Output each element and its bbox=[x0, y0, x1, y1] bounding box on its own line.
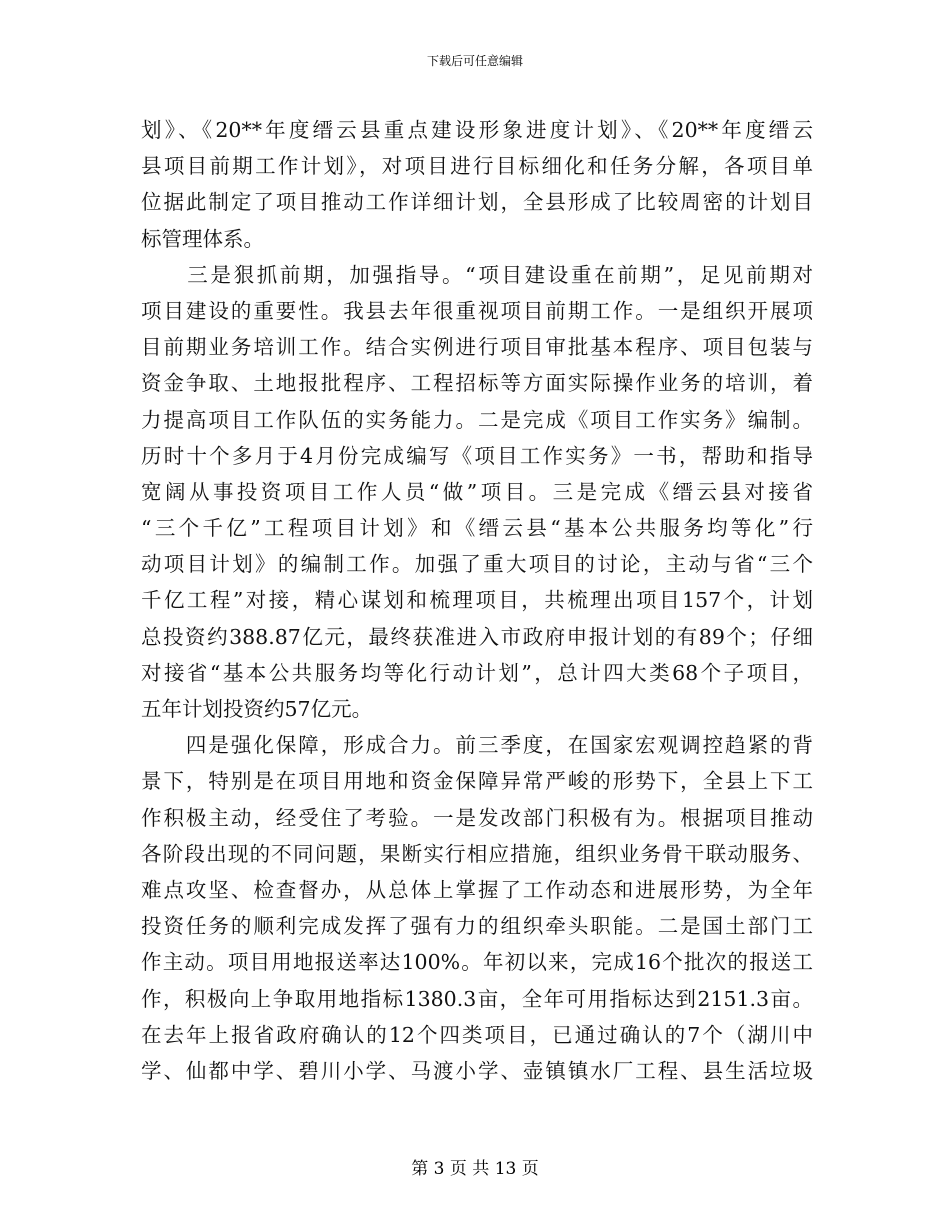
body-text bbox=[141, 112, 813, 1089]
text-line: 难点攻坚、检查督办，从总体上掌握了工作动态和进展形势，为全年 bbox=[141, 877, 813, 902]
text-line: 作，积极向上争取用地指标1380.3亩，全年可用指标达到2151.3亩。 bbox=[141, 986, 813, 1011]
text-line: 总投资约388.87亿元，最终获准进入市政府申报计划的有89个；仔细 bbox=[141, 624, 813, 649]
text-line: 四是强化保障，形成合力。前三季度，在国家宏观调控趋紧的背 bbox=[141, 733, 813, 758]
text-line: 作积极主动，经受住了考验。一是发改部门积极有为。根据项目推动 bbox=[141, 805, 813, 830]
text-line: 位据此制定了项目推动工作详细计划，全县形成了比较周密的计划目 bbox=[141, 190, 813, 215]
text-line: “三个千亿”工程项目计划》和《缙云县“基本公共服务均等化”行 bbox=[141, 516, 813, 541]
header-note: 下载后可任意编辑 bbox=[426, 54, 523, 68]
page-footer: 第 3 页 共 13 页 bbox=[411, 1159, 539, 1179]
text-line: 投资任务的顺利完成发挥了强有力的组织牵头职能。二是国土部门工 bbox=[141, 914, 813, 939]
text-line: 动项目计划》的编制工作。加强了重大项目的讨论，主动与省“三个 bbox=[141, 552, 813, 577]
text-line: 县项目前期工作计划》，对项目进行目标细化和任务分解，各项目单 bbox=[141, 154, 813, 179]
text-line: 千亿工程”对接，精心谋划和梳理项目，共梳理出项目157个，计划 bbox=[141, 588, 813, 613]
text-line: 宽阔从事投资项目工作人员“做”项目。三是完成《缙云县对接省 bbox=[141, 479, 813, 504]
text-line: 划》、《20**年度缙云县重点建设形象进度计划》、《20**年度缙云 bbox=[141, 118, 813, 142]
text-line: 项目建设的重要性。我县去年很重视项目前期工作。一是组织开展项 bbox=[141, 298, 813, 323]
text-line: 资金争取、土地报批程序、工程招标等方面实际操作业务的培训，着 bbox=[141, 371, 813, 396]
text-line: 历时十个多月于4月份完成编写《项目工作实务》一书，帮助和指导 bbox=[141, 443, 813, 468]
text-line: 对接省“基本公共服务均等化行动计划”，总计四大类68个子项目， bbox=[141, 660, 813, 685]
text-line: 五年计划投资约57亿元。 bbox=[141, 697, 373, 721]
text-line: 景下，特别是在项目用地和资金保障异常严峻的形势下，全县上下工 bbox=[141, 769, 813, 794]
text-line: 三是狠抓前期，加强指导。“项目建设重在前期”，足见前期对 bbox=[141, 262, 813, 287]
text-line: 作主动。项目用地报送率达100%。年初以来，完成16个批次的报送工 bbox=[141, 950, 813, 975]
text-line: 在去年上报省政府确认的12个四类项目，已通过确认的7个（湖川中 bbox=[141, 1022, 813, 1047]
text-line: 各阶段出现的不同问题，果断实行相应措施，组织业务骨干联动服务、 bbox=[141, 841, 813, 866]
text-line: 目前期业务培训工作。结合实例进行项目审批基本程序、项目包装与 bbox=[141, 335, 813, 360]
text-line: 力提高项目工作队伍的实务能力。二是完成《项目工作实务》编制。 bbox=[141, 407, 813, 432]
text-line: 学、仙都中学、碧川小学、马渡小学、壶镇镇水厂工程、县生活垃圾 bbox=[141, 1058, 813, 1083]
text-line: 标管理体系。 bbox=[141, 226, 264, 251]
